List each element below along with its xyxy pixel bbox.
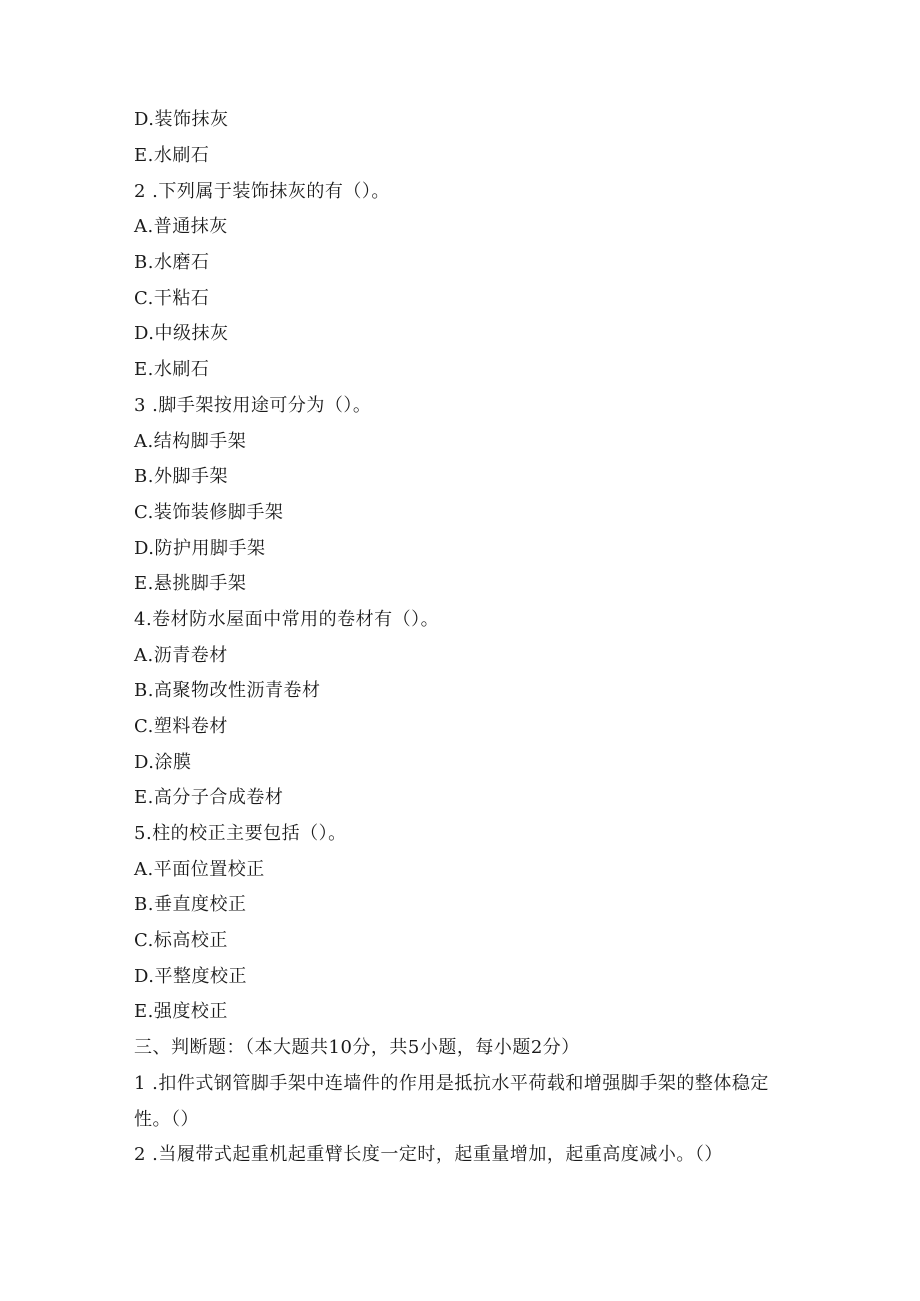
true-false-question-2: 2 .当履带式起重机起重臂长度一定时，起重量增加，起重高度减小。（） (134, 1144, 723, 1165)
true-false-question-1: 1 .扣件式钢管脚手架中连墙件的作用是抵抗水平荷载和增强脚手架的整体稳定性。（） (134, 1073, 769, 1130)
option-a: A.结构脚手架 (134, 431, 247, 452)
option-d: D.防护用脚手架 (134, 538, 266, 559)
option-c: C.干粘石 (134, 288, 210, 309)
option-d: D.平整度校正 (134, 966, 248, 987)
question-3: 3 .脚手架按用途可分为（）。 (134, 395, 372, 416)
option-b: B.水磨石 (134, 252, 210, 273)
option-a: A.普通抹灰 (134, 216, 228, 237)
option-b: B.垂直度校正 (134, 894, 247, 915)
option-e: E.水刷石 (134, 145, 210, 166)
option-a: A.平面位置校正 (134, 859, 265, 880)
option-b: B.高聚物改性沥青卷材 (134, 680, 321, 701)
option-b: B.外脚手架 (134, 466, 228, 487)
option-d: D.中级抹灰 (134, 323, 229, 344)
option-c: C.塑料卷材 (134, 716, 228, 737)
option-e: E.强度校正 (134, 1001, 228, 1022)
option-e: E.高分子合成卷材 (134, 787, 284, 808)
question-4: 4.卷材防水屋面中常用的卷材有（）。 (134, 609, 440, 630)
section-heading: 三、判断题：（本大题共10分，共5小题，每小题2分） (134, 1037, 580, 1058)
question-5: 5.柱的校正主要包括（）。 (134, 823, 347, 844)
option-c: C.标高校正 (134, 930, 228, 951)
option-d: D.涂膜 (134, 752, 192, 773)
option-a: A.沥青卷材 (134, 645, 228, 666)
question-2: 2 .下列属于装饰抹灰的有（）。 (134, 181, 390, 202)
option-d: D.装饰抹灰 (134, 109, 229, 130)
option-e: E.悬挑脚手架 (134, 573, 247, 594)
option-c: C.装饰装修脚手架 (134, 502, 284, 523)
option-e: E.水刷石 (134, 359, 210, 380)
